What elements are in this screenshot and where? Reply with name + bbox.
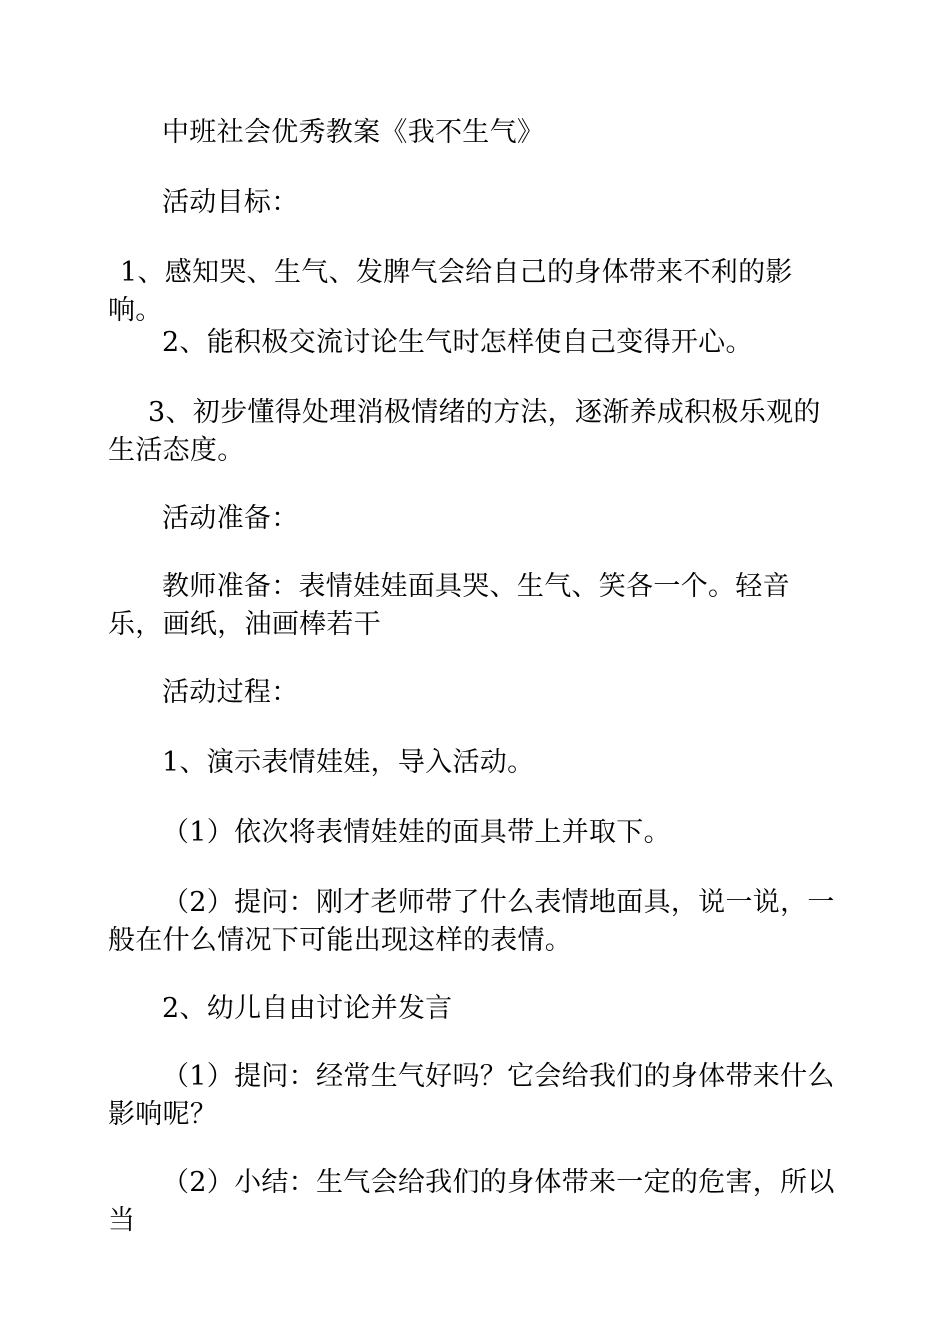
section-heading-preparation: 活动准备：: [162, 503, 299, 534]
process-substep: （1）依次将表情娃娃的面具带上并取下。: [162, 817, 671, 848]
objective-item: 3、初步懂得处理消极情绪的方法，逐渐养成积极乐观的生活态度。: [108, 397, 821, 466]
section-heading-objectives: 活动目标：: [162, 187, 299, 218]
preparation-text: 教师准备：表情娃娃面具哭、生气、笑各一个。轻音乐，画纸，油画棒若干: [108, 571, 790, 640]
objective-item: 2、能积极交流讨论生气时怎样使自己变得开心。: [162, 327, 753, 358]
process-substep: （1）提问：经常生气好吗？它会给我们的身体带来什么影响呢？: [108, 1061, 835, 1130]
section-heading-process: 活动过程：: [162, 677, 299, 708]
document-title: 中班社会优秀教案《我不生气》: [162, 117, 545, 148]
process-step: 1、演示表情娃娃，导入活动。: [162, 747, 535, 778]
process-substep: （2）小结：生气会给我们的身体带来一定的危害，所以当: [108, 1167, 835, 1236]
objective-item: 1、感知哭、生气、发脾气会给自己的身体带来不利的影响。: [108, 257, 793, 326]
process-step: 2、幼儿自由讨论并发言: [162, 993, 453, 1024]
process-substep: （2）提问：刚才老师带了什么表情地面具，说一说，一般在什么情况下可能出现这样的表情。: [108, 887, 835, 956]
